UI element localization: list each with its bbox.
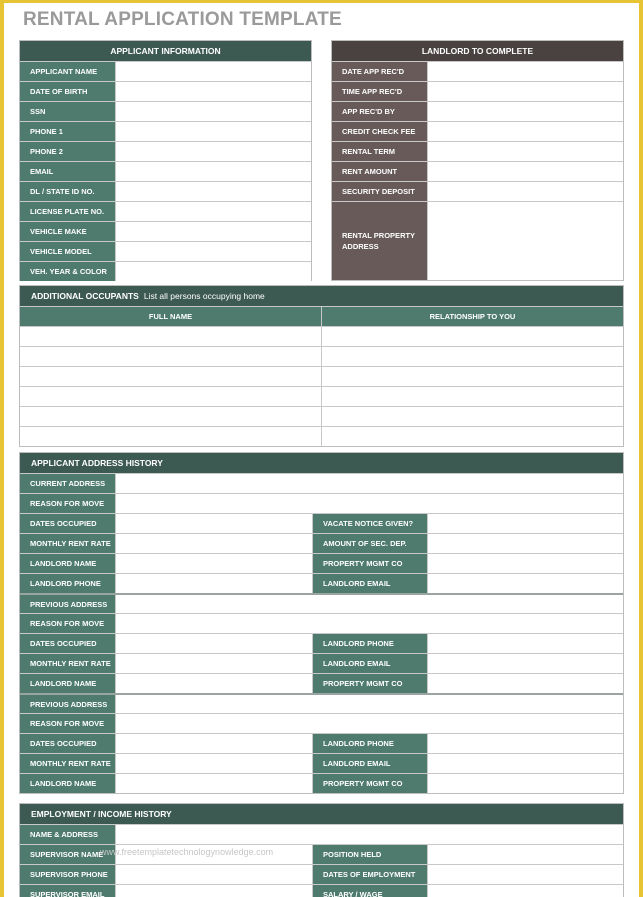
supervisor-name-field[interactable] <box>115 845 312 864</box>
vacate-notice-given-field[interactable] <box>427 514 623 533</box>
phone-2-field[interactable] <box>115 142 311 161</box>
rental-property-address-field[interactable] <box>427 202 623 280</box>
phone-2-row <box>20 141 311 161</box>
supervisor-phone-row <box>20 864 623 884</box>
rental-term-field[interactable] <box>427 142 623 161</box>
dl-state-id-no-row <box>20 181 311 201</box>
email-label: EMAIL <box>20 162 115 181</box>
address-history-section <box>19 452 624 794</box>
veh-year-color-row <box>20 261 311 281</box>
landlord-name-row <box>20 673 623 693</box>
additional-occupants-header <box>20 286 623 306</box>
landlord-name-field[interactable] <box>115 674 312 693</box>
occupant-relationship-field[interactable] <box>321 387 623 406</box>
previous-address-row <box>20 693 623 713</box>
reason-for-move-label: REASON FOR MOVE <box>20 494 115 513</box>
dates-occupied-row <box>20 733 623 753</box>
landlord-email-label: LANDLORD EMAIL <box>312 754 427 773</box>
license-plate-no-field[interactable] <box>115 202 311 221</box>
landlord-phone-field[interactable] <box>427 734 623 753</box>
reason-for-move-field[interactable] <box>115 494 623 513</box>
dates-occupied-field[interactable] <box>115 734 312 753</box>
landlord-name-row <box>20 553 623 573</box>
landlord-email-field[interactable] <box>427 654 623 673</box>
dates-of-employment-label: DATES OF EMPLOYMENT <box>312 865 427 884</box>
landlord-phone-label: LANDLORD PHONE <box>312 734 427 753</box>
dates-occupied-field[interactable] <box>115 514 312 533</box>
position-held-label: POSITION HELD <box>312 845 427 864</box>
name-address-row <box>20 824 623 844</box>
reason-for-move-label: REASON FOR MOVE <box>20 614 115 633</box>
landlord-email-label: LANDLORD EMAIL <box>312 654 427 673</box>
date-app-rec-d-label: DATE APP REC'D <box>332 62 427 81</box>
occupant-full-name-field[interactable] <box>20 427 321 446</box>
credit-check-fee-row <box>332 121 623 141</box>
security-deposit-row <box>332 181 623 201</box>
landlord-name-field[interactable] <box>115 774 312 793</box>
monthly-rent-rate-row <box>20 533 623 553</box>
date-of-birth-row <box>20 81 311 101</box>
phone-1-field[interactable] <box>115 122 311 141</box>
occupant-row <box>20 386 623 406</box>
landlord-phone-row <box>20 573 623 593</box>
rent-amount-label: RENT AMOUNT <box>332 162 427 181</box>
landlord-email-field[interactable] <box>427 574 623 593</box>
occupant-row <box>20 406 623 426</box>
additional-occupants-section <box>19 285 624 447</box>
supervisor-email-row <box>20 884 623 897</box>
applicant-name-field[interactable] <box>115 62 311 81</box>
amount-of-sec-dep-field[interactable] <box>427 534 623 553</box>
landlord-name-label: LANDLORD NAME <box>20 774 115 793</box>
dates-occupied-row <box>20 513 623 533</box>
rental-property-address-label-line1: RENTAL PROPERTY <box>342 231 416 240</box>
reason-for-move-row <box>20 613 623 633</box>
app-rec-d-by-row <box>332 101 623 121</box>
landlord-phone-field[interactable] <box>115 574 312 593</box>
landlord-phone-label: LANDLORD PHONE <box>312 634 427 653</box>
position-held-field[interactable] <box>427 845 623 864</box>
dl-state-id-no-label: DL / STATE ID NO. <box>20 182 115 201</box>
phone-1-row <box>20 121 311 141</box>
supervisor-phone-label: SUPERVISOR PHONE <box>20 865 115 884</box>
monthly-rent-rate-row <box>20 753 623 773</box>
dates-of-employment-field[interactable] <box>427 865 623 884</box>
phone-1-label: PHONE 1 <box>20 122 115 141</box>
dl-state-id-no-field[interactable] <box>115 182 311 201</box>
occupant-full-name-field[interactable] <box>20 347 321 366</box>
app-rec-d-by-label: APP REC'D BY <box>332 102 427 121</box>
full-name-column-header: FULL NAME <box>20 307 321 326</box>
occupant-full-name-field[interactable] <box>20 407 321 426</box>
veh-year-color-label: VEH. YEAR & COLOR <box>20 262 115 281</box>
monthly-rent-rate-label: MONTHLY RENT RATE <box>20 534 115 553</box>
amount-of-sec-dep-label: AMOUNT OF SEC. DEP. <box>312 534 427 553</box>
occupants-column-headers <box>20 306 623 326</box>
rent-amount-field[interactable] <box>427 162 623 181</box>
rental-property-address-row <box>332 201 623 280</box>
monthly-rent-rate-field[interactable] <box>115 654 312 673</box>
supervisor-email-label: SUPERVISOR EMAIL <box>20 885 115 897</box>
occupant-relationship-field[interactable] <box>321 427 623 446</box>
reason-for-move-field[interactable] <box>115 714 623 733</box>
reason-for-move-label: REASON FOR MOVE <box>20 714 115 733</box>
time-app-rec-d-row <box>332 81 623 101</box>
occupant-row <box>20 326 623 346</box>
monthly-rent-rate-field[interactable] <box>115 534 312 553</box>
current-address-row <box>20 473 623 493</box>
employment-section <box>19 803 624 897</box>
reason-for-move-field[interactable] <box>115 614 623 633</box>
previous-address-row <box>20 593 623 613</box>
dates-occupied-row <box>20 633 623 653</box>
license-plate-no-row <box>20 201 311 221</box>
rental-property-address-label <box>332 202 427 280</box>
monthly-rent-rate-row <box>20 653 623 673</box>
date-app-rec-d-row <box>332 61 623 81</box>
email-row <box>20 161 311 181</box>
vehicle-model-field[interactable] <box>115 242 311 261</box>
previous-address-field[interactable] <box>115 595 623 613</box>
security-deposit-field[interactable] <box>427 182 623 201</box>
dates-occupied-label: DATES OCCUPIED <box>20 734 115 753</box>
property-mgmt-co-label: PROPERTY MGMT CO <box>312 774 427 793</box>
rental-term-row <box>332 141 623 161</box>
occupant-relationship-field[interactable] <box>321 347 623 366</box>
date-of-birth-label: DATE OF BIRTH <box>20 82 115 101</box>
name-address-label: NAME & ADDRESS <box>20 825 115 844</box>
dates-occupied-label: DATES OCCUPIED <box>20 634 115 653</box>
occupant-full-name-field[interactable] <box>20 387 321 406</box>
supervisor-name-row <box>20 844 623 864</box>
additional-occupants-title: ADDITIONAL OCCUPANTS <box>31 291 139 301</box>
landlord-name-field[interactable] <box>115 554 312 573</box>
property-mgmt-co-field[interactable] <box>427 674 623 693</box>
supervisor-name-label: SUPERVISOR NAME <box>20 845 115 864</box>
rental-term-label: RENTAL TERM <box>332 142 427 161</box>
supervisor-phone-field[interactable] <box>115 865 312 884</box>
name-address-field[interactable] <box>115 825 623 844</box>
occupant-relationship-field[interactable] <box>321 367 623 386</box>
page-title: RENTAL APPLICATION TEMPLATE <box>23 9 342 30</box>
applicant-information-section <box>19 40 312 281</box>
time-app-rec-d-field[interactable] <box>427 82 623 101</box>
rent-amount-row <box>332 161 623 181</box>
ssn-label: SSN <box>20 102 115 121</box>
address-history-header: APPLICANT ADDRESS HISTORY <box>20 453 623 473</box>
monthly-rent-rate-label: MONTHLY RENT RATE <box>20 754 115 773</box>
landlord-header: LANDLORD TO COMPLETE <box>332 41 623 61</box>
form-page <box>4 3 639 897</box>
occupant-row <box>20 426 623 446</box>
landlord-phone-label: LANDLORD PHONE <box>20 574 115 593</box>
credit-check-fee-label: CREDIT CHECK FEE <box>332 122 427 141</box>
dates-occupied-field[interactable] <box>115 634 312 653</box>
applicant-name-label: APPLICANT NAME <box>20 62 115 81</box>
landlord-name-label: LANDLORD NAME <box>20 674 115 693</box>
license-plate-no-label: LICENSE PLATE NO. <box>20 202 115 221</box>
property-mgmt-co-label: PROPERTY MGMT CO <box>312 554 427 573</box>
landlord-section <box>331 40 624 281</box>
ssn-row <box>20 101 311 121</box>
app-rec-d-by-field[interactable] <box>427 102 623 121</box>
salary-wage-field[interactable] <box>427 885 623 897</box>
ssn-field[interactable] <box>115 102 311 121</box>
relationship-column-header: RELATIONSHIP TO YOU <box>321 307 623 326</box>
monthly-rent-rate-label: MONTHLY RENT RATE <box>20 654 115 673</box>
property-mgmt-co-field[interactable] <box>427 774 623 793</box>
vacate-notice-given-label: VACATE NOTICE GIVEN? <box>312 514 427 533</box>
security-deposit-label: SECURITY DEPOSIT <box>332 182 427 201</box>
rental-property-address-label-line2: ADDRESS <box>342 242 379 251</box>
vehicle-make-field[interactable] <box>115 222 311 241</box>
previous-address-label: PREVIOUS ADDRESS <box>20 695 115 713</box>
landlord-name-label: LANDLORD NAME <box>20 554 115 573</box>
vehicle-make-label: VEHICLE MAKE <box>20 222 115 241</box>
previous-address-label: PREVIOUS ADDRESS <box>20 595 115 613</box>
occupant-row <box>20 366 623 386</box>
reason-for-move-row <box>20 713 623 733</box>
watermark: www.freetemplatetechnologynowledge.com <box>100 847 274 857</box>
date-of-birth-field[interactable] <box>115 82 311 101</box>
veh-year-color-field[interactable] <box>115 262 311 281</box>
dates-occupied-label: DATES OCCUPIED <box>20 514 115 533</box>
reason-for-move-row <box>20 493 623 513</box>
current-address-label: CURRENT ADDRESS <box>20 474 115 493</box>
applicant-information-header: APPLICANT INFORMATION <box>20 41 311 61</box>
occupant-full-name-field[interactable] <box>20 367 321 386</box>
vehicle-model-row <box>20 241 311 261</box>
property-mgmt-co-field[interactable] <box>427 554 623 573</box>
landlord-name-row <box>20 773 623 793</box>
salary-wage-label: SALARY / WAGE <box>312 885 427 897</box>
occupant-row <box>20 346 623 366</box>
monthly-rent-rate-field[interactable] <box>115 754 312 773</box>
employment-header: EMPLOYMENT / INCOME HISTORY <box>20 804 623 824</box>
supervisor-email-field[interactable] <box>115 885 312 897</box>
credit-check-fee-field[interactable] <box>427 122 623 141</box>
landlord-email-field[interactable] <box>427 754 623 773</box>
property-mgmt-co-label: PROPERTY MGMT CO <box>312 674 427 693</box>
time-app-rec-d-label: TIME APP REC'D <box>332 82 427 101</box>
occupant-relationship-field[interactable] <box>321 327 623 346</box>
landlord-phone-field[interactable] <box>427 634 623 653</box>
additional-occupants-subtitle: List all persons occupying home <box>143 291 265 301</box>
date-app-rec-d-field[interactable] <box>427 62 623 81</box>
occupant-full-name-field[interactable] <box>20 327 321 346</box>
applicant-name-row <box>20 61 311 81</box>
email-field[interactable] <box>115 162 311 181</box>
vehicle-model-label: VEHICLE MODEL <box>20 242 115 261</box>
current-address-field[interactable] <box>115 474 623 493</box>
phone-2-label: PHONE 2 <box>20 142 115 161</box>
occupant-relationship-field[interactable] <box>321 407 623 426</box>
previous-address-field[interactable] <box>115 695 623 713</box>
landlord-email-label: LANDLORD EMAIL <box>312 574 427 593</box>
vehicle-make-row <box>20 221 311 241</box>
